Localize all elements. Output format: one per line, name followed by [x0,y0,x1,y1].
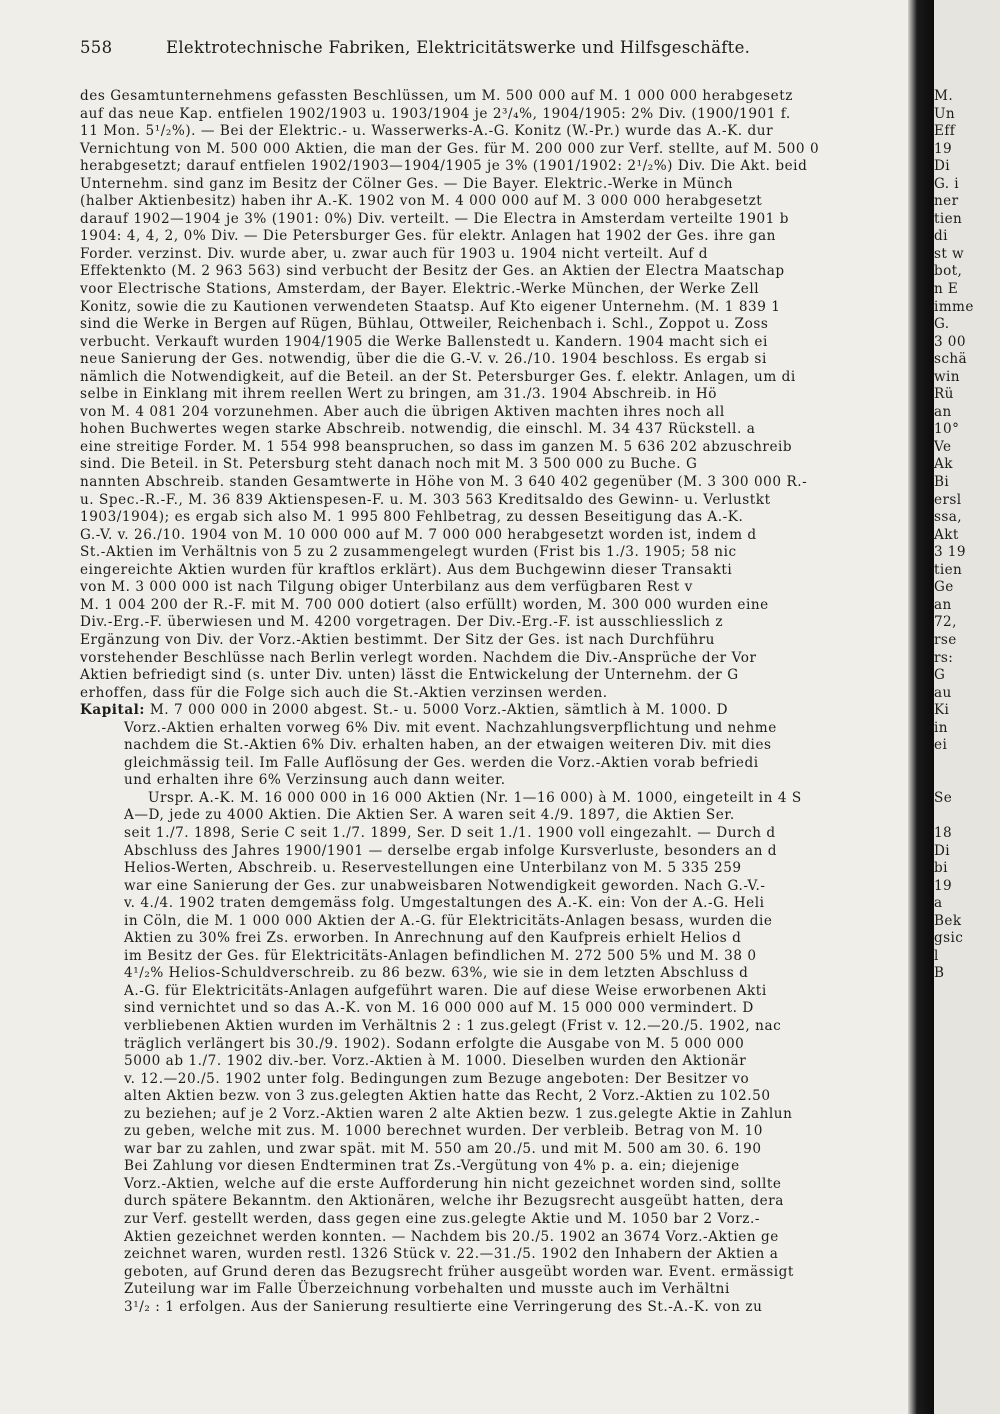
adjacent-text-fragment: ssa, [934,509,962,526]
text-line: des Gesamtunternehmens gefassten Beschlüssen, um M. 500 000 auf M. 1 000 000 herabgesetz [80,88,793,104]
text-line: hohen Buchwertes wegen starke Abschreib. notwendig, die einschl. M. 34 437 Rückstell. a [80,421,756,438]
text-line: verbucht. Verkauft wurden 1904/1905 die Werke Ballenstedt u. Kandern. 1904 macht sich ei [80,333,768,350]
adjacent-text-fragment: Ak [934,456,953,473]
adjacent-text-fragment: 19 [934,877,953,894]
text-line: 4¹/₂% Helios-Schuldverschreib. zu 86 bezw. 63%, wie sie in dem letzten Abschluss d [124,965,749,982]
section-text: M. 7 000 000 in 2000 abgest. St.- u. 5000 Vorz.-Aktien, sämtlich à M. 1000. D [144,702,729,719]
adjacent-text-fragment: an [934,596,952,613]
adjacent-text-fragment [934,772,1000,790]
adjacent-text-fragment [934,1316,1000,1334]
text-line: eine streitige Forder. M. 1 554 998 beanspruchen, so dass im ganzen M. 5 636 202 abzuschreib [80,438,793,455]
text-line: zeichnet waren, wurden restl. 1326 Stück v. 22.—31./5. 1902 den Inhabern der Aktien a [124,1246,779,1263]
adjacent-text-fragment [934,1141,1000,1159]
adjacent-text-fragment [934,1369,1000,1387]
text-line: zu beziehen; auf je 2 Vorz.-Aktien waren 2 alte Aktien bezw. 1 zus.gelegte Aktie in Zahlun [124,1105,793,1122]
text-line: A.-G. für Elektricitäts-Anlagen aufgeführt waren. Die auf diese Weise erworbenen Akti [124,982,767,999]
adjacent-text-fragment: 18 [934,824,953,841]
text-line: St.-Aktien im Verhältnis von 5 zu 2 zusammengelegt wurden (Frist bis 1./3. 1905; 58 nic [80,544,737,561]
text-line: von M. 3 000 000 ist nach Tilgung obiger Unterbilanz aus dem verfügbaren Rest v [80,579,693,596]
adjacent-text-fragment: gsic [934,930,964,947]
adjacent-text-fragment: in [934,719,948,736]
text-line: Bei Zahlung vor diesen Endterminen trat Zs.-Vergütung von 4% p. a. ein; diejenige [124,1158,740,1175]
text-line: darauf 1902—1904 je 3% (1901: 0%) Div. verteilt. — Die Electra in Amsterdam verteilte 1901 b [80,210,790,227]
text-line: erhoffen, dass für die Folge sich auch die St.-Aktien verzinsen werden. [80,684,608,701]
adjacent-text-fragment [934,1071,1000,1089]
adjacent-text-fragment: 3 19 [934,544,966,561]
adjacent-text-fragment: G. [934,316,950,333]
text-line: gleichmässig teil. Im Falle Auflösung der Ges. werden die Vorz.-Aktien vorab befriedi [124,754,759,771]
text-line: 11 Mon. 5¹/₂%). — Bei der Elektric.- u. Wasserwerks-A.-G. Konitz (W.-Pr.) wurde das A.-K. dur [80,123,774,140]
text-line: von M. 4 081 204 vorzunehmen. Aber auch die übrigen Aktiven machten ihres noch all [80,403,725,420]
adjacent-text-fragment [934,1018,1000,1036]
adjacent-text-fragment [934,1053,1000,1071]
text-line: zu geben, welche mit zus. M. 1000 berechnet wurden. Der verbleib. Betrag von M. 10 [124,1123,763,1140]
text-line: nämlich die Notwendigkeit, auf die Beteil. an der St. Petersburger Ges. f. elektr. Anlagen, um di [80,368,796,385]
text-line: Zuteilung war im Falle Überzeichnung vorbehalten und musste auch im Verhältni [124,1281,730,1298]
text-line: G.-V. v. 26./10. 1904 von M. 10 000 000 auf M. 7 000 000 herabgesetzt worden ist, indem d [80,526,757,543]
adjacent-text-fragment: an [934,403,952,420]
text-line: u. Spec.-R.-F., M. 36 839 Aktienspesen-F. u. M. 303 563 Kreditsaldo des Gewinn- u. Verlustkt [80,491,771,508]
text-line: Aktien zu 30% frei Zs. erworben. In Anrechnung auf den Kaufpreis erhielt Helios d [124,930,742,947]
text-line: Aktien befriedigt sind (s. unter Div. unten) lässt die Entwickelung der Unternehm. der G [80,667,739,684]
adjacent-text-fragment: au [934,684,952,701]
adjacent-text-fragment: bot, [934,263,963,280]
adjacent-text-fragment: ei [934,737,948,754]
adjacent-text-fragment [934,1176,1000,1194]
adjacent-text-fragment [934,1211,1000,1229]
adjacent-text-fragment [934,1264,1000,1282]
adjacent-text-fragment [934,1123,1000,1141]
adjacent-text-fragment: B [934,965,945,982]
text-line: Ergänzung von Div. der Vorz.-Aktien bestimmt. Der Sitz der Ges. ist nach Durchführu [80,631,715,648]
text-line: Abschluss des Jahres 1900/1901 — derselbe ergab infolge Kursverluste, besonders an d [124,842,778,859]
adjacent-text-fragment: G. i [934,175,959,192]
text-line: voor Electrische Stations, Amsterdam, der Bayer. Elektric.-Werke München, der Werke Zell [80,281,760,298]
adjacent-text-fragment: schä [934,351,968,368]
page-header [80,38,910,57]
text-line: in Cöln, die M. 1 000 000 Aktien der A.-G. für Elektricitäts-Anlagen besass, wurden die [124,912,773,929]
adjacent-text-fragment: G [934,667,946,684]
adjacent-text-fragment [934,983,1000,1001]
adjacent-text-fragment [934,1036,1000,1054]
adjacent-text-fragment: Akt [934,526,959,543]
text-line: seit 1./7. 1898, Serie C seit 1./7. 1899, Ser. D seit 1./1. 1900 voll eingezahlt. — Durch d [124,824,776,841]
adjacent-text-fragment [934,1281,1000,1299]
adjacent-text-fragment: 10° [934,421,960,438]
text-line: herabgesetzt; darauf entfielen 1902/1903—1904/1905 je 3% (1901/1902: 2¹/₂%) Div. Die Akt. beid [80,158,808,175]
adjacent-text-fragment: ersl [934,491,962,508]
adjacent-text-fragment: Eff [934,123,956,140]
text-line: durch spätere Bekanntm. den Aktionären, welche ihr Bezugsrecht ausgeübt hatten, dera [124,1193,784,1210]
text-line: v. 4./4. 1902 traten demgemäss folg. Umgestaltungen des A.-K. ein: Von der A.-G. Heli [124,895,765,912]
page-number: 558 [80,38,113,57]
text-line: Vernichtung von M. 500 000 Aktien, die man der Ges. für M. 200 000 zur Verf. stellte, auf M. 500 0 [80,140,820,157]
adjacent-text-fragment: Ki [934,702,950,719]
text-line: Urspr. A.-K. M. 16 000 000 in 16 000 Aktien (Nr. 1—16 000) à M. 1000, eingeteilt in 4 S [148,789,802,806]
adjacent-text-fragment: rs: [934,649,954,666]
kapital-line [80,702,915,720]
text-line: alten Aktien bezw. von 3 zus.gelegten Aktien hatte das Recht, 2 Vorz.-Aktien zu 102.50 [124,1088,771,1105]
text-line: v. 12.—20./5. 1902 unter folg. Bedingungen zum Bezuge angeboten: Der Besitzer vo [124,1070,750,1087]
adjacent-text-fragment: n E [934,281,959,298]
text-line: Forder. verzinst. Div. wurde aber, u. zwar auch für 1903 u. 1904 nicht verteilt. Auf d [80,245,708,262]
adjacent-text-fragment: st w [934,245,964,262]
text-line: 1903/1904); es ergab sich also M. 1 995 800 Fehlbetrag, zu dessen Beseitigung das A.-K. [80,509,744,526]
adjacent-text-fragment: a [934,895,943,912]
adjacent-text-fragment: bi [934,860,948,877]
adjacent-text-fragment [934,807,1000,825]
text-line: verbliebenen Aktien wurden im Verhältnis 2 : 1 zus.gelegt (Frist v. 12.—20./5. 1902, nac [124,1017,782,1034]
adjacent-text-fragment [934,1334,1000,1352]
adjacent-text-fragment: Un [934,105,956,122]
text-line: war eine Sanierung der Ges. zur unabweisbaren Notwendigkeit geworden. Nach G.-V.- [124,877,766,894]
adjacent-text-fragment: ner [934,193,959,210]
text-line: Effektenkto (M. 2 963 563) sind verbucht der Besitz der Ges. an Aktien der Electra Maatschap [80,263,785,280]
adjacent-page-edge [934,0,1000,1414]
text-line: auf das neue Kap. entfielen 1902/1903 u. 1903/1904 je 2³/₄%, 1904/1905: 2% Div. (1900/1901 f. [80,105,791,122]
text-line: Helios-Werten, Abschreib. u. Reservestellungen eine Unterbilanz von M. 5 335 259 [124,860,742,877]
section-keyword: Kapital: [80,702,145,719]
adjacent-text-fragment: win [934,368,960,385]
body-text [80,88,915,1316]
text-line: sind die Werke in Bergen auf Rügen, Bühlau, Ottweiler, Reichenbach i. Schl., Zoppot u. Zoss [80,316,769,333]
adjacent-text-fragment [934,755,1000,773]
text-line: A—D, jede zu 4000 Aktien. Die Aktien Ser. A waren seit 4./9. 1897, die Aktien Ser. [124,807,735,824]
adjacent-text-fragment: rse [934,631,957,648]
text-line: Div.-Erg.-F. überwiesen und M. 4200 vorgetragen. Der Div.-Erg.-F. ist ausschliesslich z [80,614,724,631]
text-line: 1904: 4, 4, 2, 0% Div. — Die Petersburger Ges. für elektr. Anlagen hat 1902 der Ges. ihre gan [80,228,776,245]
text-line: zur Verf. gestellt werden, dass gegen eine zus.gelegte Aktie und M. 1050 bar 2 Vorz.- [124,1211,761,1227]
text-line: und erhalten ihre 6% Verzinsung auch dann weiter. [124,772,506,789]
adjacent-text-fragment: l [934,947,939,964]
adjacent-text-fragment: Di [934,842,951,859]
text-line: im Besitz der Ges. für Elektricitäts-Anlagen befindlichen M. 272 500 5% und M. 38 0 [124,947,757,964]
text-line: neue Sanierung der Ges. notwendig, über die die G.-V. v. 26./10. 1904 beschloss. Es ergab si [80,351,767,368]
adjacent-text-fragment: Ve [934,438,952,455]
adjacent-text-fragment [934,1106,1000,1124]
adjacent-text-fragment [934,1299,1000,1317]
text-line: träglich verlängert bis 30./9. 1902). Sodann erfolgte die Ausgabe von M. 5 000 000 [124,1035,745,1052]
adjacent-text-fragment: Bek [934,912,962,929]
adjacent-text-fragment: Se [934,789,953,806]
text-line: war bar zu zahlen, und zwar spät. mit M. 550 am 20./5. und mit M. 500 am 30. 6. 190 [124,1140,762,1157]
text-line: Vorz.-Aktien erhalten vorweg 6% Div. mit event. Nachzahlungsverpflichtung und nehme [124,719,777,736]
adjacent-text-fragment [934,1351,1000,1369]
text-line: nannten Abschreib. standen Gesamtwerte in Höhe von M. 3 640 402 gegenüber (M. 3 300 000 R.- [80,474,808,491]
text-line: (halber Aktienbesitz) haben ihr A.-K. 1902 von M. 4 000 000 auf M. 3 000 000 herabgesetzt [80,193,763,210]
adjacent-text-fragment: Ge [934,579,954,596]
text-line: selbe in Einklang mit ihrem reellen Wert zu bringen, am 31./3. 1904 Abschreib. in Hö [80,386,717,403]
text-line: M. 1 004 200 der R.-F. mit M. 700 000 dotiert (also erfüllt) worden, M. 300 000 wurden eine [80,596,769,613]
adjacent-text-fragment: tien [934,561,963,578]
adjacent-text-fragment: M. [934,88,954,104]
adjacent-page-text [934,88,1000,1386]
text-line: 5000 ab 1./7. 1902 div.-ber. Vorz.-Aktien à M. 1000. Dieselben wurden den Aktionär [124,1053,747,1070]
adjacent-text-fragment: di [934,228,948,245]
text-line: Unternehm. sind ganz im Besitz der Cölner Ges. — Die Bayer. Elektric.-Werke in Münch [80,175,734,192]
adjacent-text-fragment: Rü [934,386,954,403]
text-line: vorstehender Beschlüsse nach Berlin verlegt worden. Nachdem die Div.-Ansprüche der Vor [80,649,757,666]
text-line: Konitz, sowie die zu Kautionen verwendeten Staatsp. Auf Kto eigener Unternehm. (M. 1 839 1 [80,298,781,315]
adjacent-text-fragment: imme [934,298,974,315]
text-line: sind. Die Beteil. in St. Petersburg steht danach noch mit M. 3 500 000 zu Buche. G [80,456,698,473]
adjacent-text-fragment [934,1088,1000,1106]
book-gutter [908,0,934,1414]
text-line: geboten, auf Grund deren das Bezugsrecht früher ausgeübt worden war. Event. ermässigt [124,1263,794,1280]
text-line: sind vernichtet und so das A.-K. von M. 16 000 000 auf M. 15 000 000 vermindert. D [124,1000,754,1017]
text-line: Vorz.-Aktien, welche auf die erste Aufforderung hin nicht gezeichnet worden sind, sollte [124,1175,782,1192]
adjacent-text-fragment: 19 [934,140,953,157]
adjacent-text-fragment [934,1000,1000,1018]
adjacent-text-fragment: 3 00 [934,333,966,350]
adjacent-text-fragment: tien [934,210,963,227]
text-line: eingereichte Aktien wurden für kraftlos erklärt). Aus dem Buchgewinn dieser Transakti [80,561,733,578]
text-line: nachdem die St.-Aktien 6% Div. erhalten haben, an der etwaigen weiteren Div. mit dies [124,737,772,754]
adjacent-text-fragment [934,1193,1000,1211]
adjacent-text-fragment: 72, [934,614,957,631]
text-line: 3¹/₂ : 1 erfolgen. Aus der Sanierung resultierte eine Verringerung des St.-A.-K. von zu [124,1298,763,1315]
adjacent-text-fragment: Di [934,158,951,175]
running-title: Elektrotechnische Fabriken, Elektricitätswerke und Hilfsgeschäfte. [166,38,751,57]
adjacent-text-fragment [934,1158,1000,1176]
text-line: Aktien gezeichnet werden konnten. — Nachdem bis 20./5. 1902 an 3674 Vorz.-Aktien ge [124,1228,779,1245]
adjacent-text-fragment [934,1229,1000,1247]
adjacent-text-fragment: Bi [934,474,950,491]
adjacent-text-fragment [934,1246,1000,1264]
